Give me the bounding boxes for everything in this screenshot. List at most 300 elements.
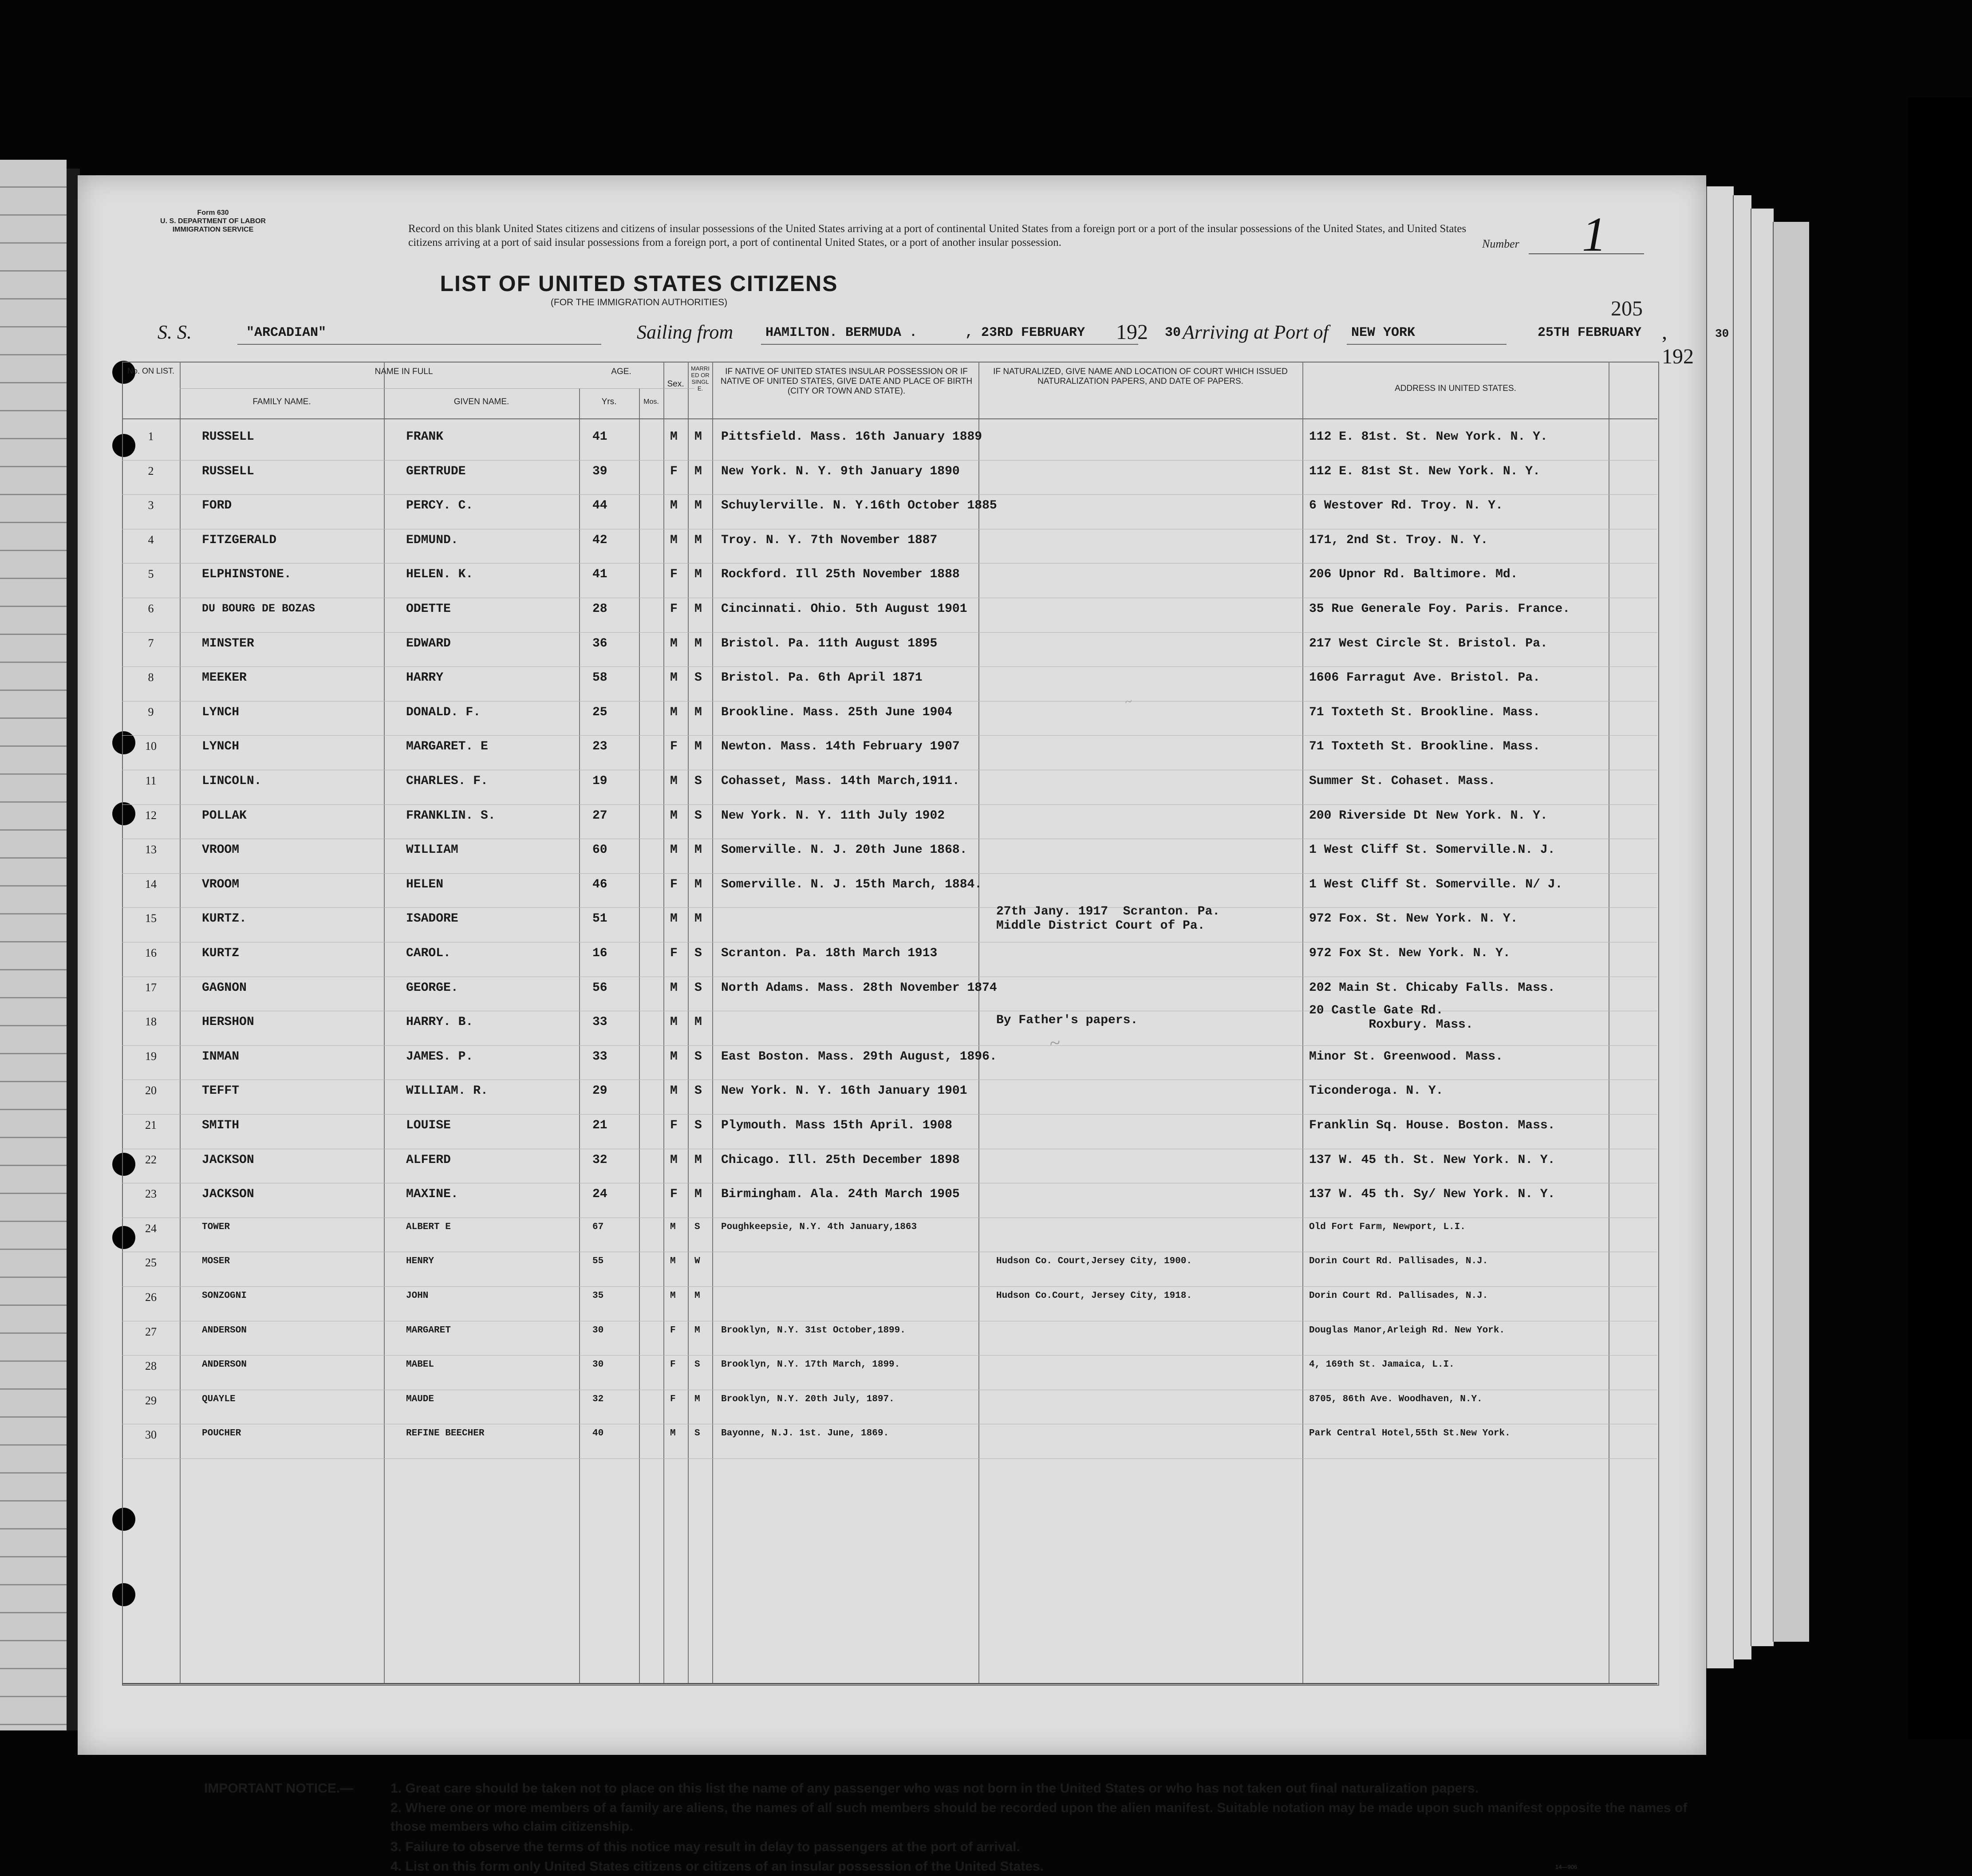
row-number: 21 xyxy=(145,1119,157,1131)
page-edge xyxy=(1751,209,1774,1646)
sailing-year: 30 xyxy=(1165,325,1181,340)
age-years: 44 xyxy=(592,499,607,513)
family-name: DU BOURG DE BOZAS xyxy=(202,602,316,615)
record-instructions: Record on this blank United States citizens and citizens of insular possessions of the United States arriving at a port of continental United States from a foreign port or a port of the insular possessions of the United States, and United States citizens arriving at a port of said insular possessions from a foreign port, a port of continental United States, or a port of another insular possession. xyxy=(408,223,1467,248)
naturalization: By Father's papers. xyxy=(996,1013,1138,1028)
age-years: 41 xyxy=(592,430,607,444)
given-name: DONALD. F. xyxy=(406,705,481,719)
given-name: EDMUND. xyxy=(406,533,458,547)
given-name: GERTRUDE xyxy=(406,464,466,478)
given-name: MARGARET. E xyxy=(406,740,488,754)
sex: M xyxy=(670,499,678,513)
age-years: 33 xyxy=(592,1015,607,1029)
given-name: MAUDE xyxy=(406,1394,434,1404)
row-number: 8 xyxy=(148,671,154,684)
col-header-name: NAME IN FULL xyxy=(375,367,433,376)
marital-status: M xyxy=(694,499,702,513)
family-name: QUAYLE xyxy=(202,1394,236,1404)
family-name: LYNCH xyxy=(202,705,240,719)
row-number: 27 xyxy=(145,1325,157,1338)
naturalization: 27th Jany. 1917 Scranton. Pa. Middle District Court of Pa. xyxy=(996,905,1220,933)
us-address: 202 Main St. Chicaby Falls. Mass. xyxy=(1309,981,1555,995)
birth-place-date: New York. N. Y. 11th July 1902 xyxy=(721,808,945,823)
row-number: 9 xyxy=(148,705,154,718)
sex: M xyxy=(670,430,678,444)
birth-place-date: Cincinnati. Ohio. 5th August 1901 xyxy=(721,602,967,616)
age-years: 36 xyxy=(592,636,607,650)
family-name: SONZOGNI xyxy=(202,1291,247,1301)
marital-status: S xyxy=(694,1049,702,1064)
age-years: 33 xyxy=(592,1049,607,1064)
sex: M xyxy=(670,1153,678,1167)
us-address: 71 Toxteth St. Brookline. Mass. xyxy=(1309,705,1540,719)
table-row xyxy=(122,1219,1657,1253)
list-number-value: 1 xyxy=(1582,207,1606,261)
family-name: RUSSELL xyxy=(202,430,254,444)
birth-place-date: Newton. Mass. 14th February 1907 xyxy=(721,740,960,754)
birth-place-date: Schuylerville. N. Y.16th October 1885 xyxy=(721,499,997,513)
table-row xyxy=(122,1004,1657,1047)
sex: F xyxy=(670,568,678,582)
table-bottom-rule xyxy=(122,1683,1657,1684)
age-years: 28 xyxy=(592,602,607,616)
age-years: 51 xyxy=(592,912,607,926)
family-name: MEEKER xyxy=(202,671,247,685)
row-number: 14 xyxy=(145,877,157,891)
sex: F xyxy=(670,1360,676,1370)
sex: M xyxy=(670,981,678,995)
birth-place-date: Poughkeepsie, N.Y. 4th January,1863 xyxy=(721,1222,917,1232)
pencil-mark: ~ xyxy=(1048,1031,1062,1055)
given-name: HARRY. B. xyxy=(406,1015,473,1029)
sailing-label: Sailing from xyxy=(637,321,734,343)
arrival-port: NEW YORK xyxy=(1351,325,1416,340)
sex: M xyxy=(670,808,678,823)
voyage-line xyxy=(158,320,1729,368)
arriving-label: Arriving at Port of xyxy=(1183,321,1329,343)
birth-place-date: Somerville. N. J. 20th June 1868. xyxy=(721,843,967,857)
marital-status: S xyxy=(694,946,702,960)
sex: F xyxy=(670,1119,678,1132)
given-name: MABEL xyxy=(406,1360,434,1370)
age-years: 46 xyxy=(592,877,607,891)
row-number: 25 xyxy=(145,1256,157,1269)
marital-status: M xyxy=(694,740,702,754)
table-row xyxy=(122,634,1657,668)
col-header-sex: Sex. xyxy=(667,379,684,389)
age-years: 58 xyxy=(592,671,607,685)
arrival-year-prefix: , 192 xyxy=(1662,320,1694,368)
col-header-no: No. ON LIST. xyxy=(127,367,175,375)
sex: F xyxy=(670,602,678,616)
marital-status: S xyxy=(694,981,702,995)
us-address: Douglas Manor,Arleigh Rd. New York. xyxy=(1309,1325,1505,1336)
sex: M xyxy=(670,671,678,685)
sex: F xyxy=(670,1325,676,1336)
birth-place-date: East Boston. Mass. 29th August, 1896. xyxy=(721,1049,997,1064)
table-row xyxy=(122,1323,1657,1357)
page-edge xyxy=(1773,222,1809,1642)
marital-status: M xyxy=(694,705,702,719)
birth-place-date: Pittsfield. Mass. 16th January 1889 xyxy=(721,430,982,444)
age-years: 24 xyxy=(592,1187,607,1202)
birth-place-date: Brooklyn, N.Y. 20th July, 1897. xyxy=(721,1394,895,1404)
age-years: 29 xyxy=(592,1084,607,1098)
table-row xyxy=(122,599,1657,634)
family-name: KURTZ. xyxy=(202,912,247,926)
sex: F xyxy=(670,1394,676,1404)
header-rule xyxy=(122,418,1657,419)
table-row xyxy=(122,427,1657,461)
row-rule xyxy=(122,1114,1657,1115)
marital-status: S xyxy=(694,1360,700,1370)
birth-place-date: Cohasset, Mass. 14th March,1911. xyxy=(721,774,960,788)
row-number: 13 xyxy=(145,843,157,856)
adjacent-page-strip xyxy=(0,160,67,1730)
family-name: TEFFT xyxy=(202,1084,240,1098)
table-row xyxy=(122,496,1657,530)
us-address: 1 West Cliff St. Somerville. N/ J. xyxy=(1309,877,1563,891)
table-row xyxy=(122,565,1657,599)
given-name: WILLIAM. R. xyxy=(406,1084,488,1098)
row-rule xyxy=(122,1458,1657,1459)
given-name: HENRY xyxy=(406,1256,434,1267)
row-number: 19 xyxy=(145,1049,157,1063)
sailing-year-prefix: 192 xyxy=(1116,320,1148,344)
us-address: 206 Upnor Rd. Baltimore. Md. xyxy=(1309,568,1518,582)
family-name: FITZGERALD xyxy=(202,533,277,547)
naturalization: Hudson Co. Court,Jersey City, 1900. xyxy=(996,1256,1192,1267)
birth-place-date: Birmingham. Ala. 24th March 1905 xyxy=(721,1187,960,1202)
birth-place-date: New York. N. Y. 9th January 1890 xyxy=(721,464,960,478)
birth-place-date: Bristol. Pa. 11th August 1895 xyxy=(721,636,938,650)
sex: M xyxy=(670,774,678,788)
us-address: Dorin Court Rd. Pallisades, N.J. xyxy=(1309,1256,1488,1267)
marital-status: S xyxy=(694,1428,700,1439)
given-name: MAXINE. xyxy=(406,1187,458,1202)
family-name: LINCOLN. xyxy=(202,774,262,788)
row-number: 28 xyxy=(145,1360,157,1373)
given-name: ISADORE xyxy=(406,912,458,926)
birth-place-date: Rockford. Ill 25th November 1888 xyxy=(721,568,960,582)
us-address: 137 W. 45 th. Sy/ New York. N. Y. xyxy=(1309,1187,1555,1202)
table-row xyxy=(122,1047,1657,1081)
row-rule xyxy=(122,563,1657,564)
table-row xyxy=(122,1426,1657,1460)
row-rule xyxy=(122,907,1657,908)
table-row xyxy=(122,1081,1657,1115)
row-number: 22 xyxy=(145,1153,157,1166)
given-name: ODETTE xyxy=(406,602,451,616)
col-header-address: ADDRESS IN UNITED STATES. xyxy=(1395,384,1516,393)
sex: M xyxy=(670,705,678,719)
age-years: 56 xyxy=(592,981,607,995)
table-row xyxy=(122,737,1657,771)
pencil-mark: ~ xyxy=(1123,694,1134,710)
given-name: MARGARET xyxy=(406,1325,451,1336)
family-name: MINSTER xyxy=(202,636,254,650)
table-row xyxy=(122,531,1657,565)
col-header-age: AGE. xyxy=(611,367,631,376)
marital-status: M xyxy=(694,1325,700,1336)
age-years: 35 xyxy=(592,1291,604,1301)
row-number: 23 xyxy=(145,1187,157,1201)
table-row xyxy=(122,840,1657,875)
given-name: HELEN xyxy=(406,877,444,891)
age-years: 32 xyxy=(592,1153,607,1167)
form-footer-code: 14—906 xyxy=(1555,1864,1578,1870)
us-address: 972 Fox. St. New York. N. Y. xyxy=(1309,912,1518,926)
sex: M xyxy=(670,533,678,547)
given-name: WILLIAM xyxy=(406,843,458,857)
table-row xyxy=(122,1116,1657,1150)
row-number: 3 xyxy=(148,499,154,512)
sex: M xyxy=(670,636,678,650)
given-name: JAMES. P. xyxy=(406,1049,473,1064)
form-identifier xyxy=(142,209,284,234)
family-name: ANDERSON xyxy=(202,1325,247,1336)
sex: M xyxy=(670,1015,678,1029)
row-rule xyxy=(122,1045,1657,1046)
sex: F xyxy=(670,946,678,960)
row-number: 24 xyxy=(145,1222,157,1235)
arrival-underline xyxy=(1347,344,1507,345)
us-address: 4, 169th St. Jamaica, L.I. xyxy=(1309,1360,1455,1370)
us-address: 6 Westover Rd. Troy. N. Y. xyxy=(1309,499,1503,513)
family-name: RUSSELL xyxy=(202,464,254,478)
table-row xyxy=(122,944,1657,978)
col-header-given: GIVEN NAME. xyxy=(454,397,509,406)
table-row xyxy=(122,1253,1657,1288)
row-number: 16 xyxy=(145,946,157,959)
us-address: 1606 Farragut Ave. Bristol. Pa. xyxy=(1309,671,1540,685)
table-row xyxy=(122,905,1657,943)
age-years: 25 xyxy=(592,705,607,719)
marital-status: M xyxy=(694,430,702,444)
given-name: HELEN. K. xyxy=(406,568,473,582)
given-name: GEORGE. xyxy=(406,981,458,995)
us-address: 71 Toxteth St. Brookline. Mass. xyxy=(1309,740,1540,754)
row-number: 26 xyxy=(145,1291,157,1304)
family-name: VROOM xyxy=(202,843,240,857)
sex: F xyxy=(670,1187,678,1202)
service-name: IMMIGRATION SERVICE xyxy=(172,226,254,233)
marital-status: M xyxy=(694,1187,702,1202)
us-address: 171, 2nd St. Troy. N. Y. xyxy=(1309,533,1488,547)
header-subrule xyxy=(180,388,694,389)
row-number: 2 xyxy=(148,464,154,477)
row-number: 6 xyxy=(148,602,154,615)
age-years: 42 xyxy=(592,533,607,547)
family-name: KURTZ xyxy=(202,946,240,960)
us-address: Park Central Hotel,55th St.New York. xyxy=(1309,1428,1511,1439)
department-name: U. S. DEPARTMENT OF LABOR xyxy=(160,217,266,225)
marital-status: S xyxy=(694,671,702,685)
family-name: TOWER xyxy=(202,1222,230,1232)
given-name: CAROL. xyxy=(406,946,451,960)
page-edge xyxy=(1733,195,1751,1659)
us-address: Minor St. Greenwood. Mass. xyxy=(1309,1049,1503,1064)
row-number: 20 xyxy=(145,1084,157,1097)
form-number: Form 630 xyxy=(197,209,229,217)
ship-underline xyxy=(237,344,601,345)
sex: M xyxy=(670,1256,676,1267)
sailing-date: , 23RD FEBRUARY xyxy=(965,325,1085,340)
scan-background xyxy=(1908,98,1972,1739)
us-address: Dorin Court Rd. Pallisades, N.J. xyxy=(1309,1291,1488,1301)
birth-place-date: Brooklyn, N.Y. 31st October,1899. xyxy=(721,1325,906,1336)
marital-status: M xyxy=(694,843,702,857)
birth-place-date: Brooklyn, N.Y. 17th March, 1899. xyxy=(721,1360,900,1370)
birth-place-date: Plymouth. Mass 15th April. 1908 xyxy=(721,1119,952,1132)
age-years: 67 xyxy=(592,1222,604,1232)
row-number: 29 xyxy=(145,1394,157,1407)
age-years: 30 xyxy=(592,1325,604,1336)
age-years: 16 xyxy=(592,946,607,960)
table-row xyxy=(122,1391,1657,1426)
birth-place-date: Chicago. Ill. 25th December 1898 xyxy=(721,1153,960,1167)
notice-item-4: 4. List on this form only United States citizens or citizens of an insular possession of the United States. xyxy=(390,1859,1044,1874)
notice-item-3: 3. Failure to observe the terms of this notice may result in delay to passengers at the port of arrival. xyxy=(390,1840,1020,1854)
us-address: Ticonderoga. N. Y. xyxy=(1309,1084,1444,1098)
birth-place-date: Bristol. Pa. 6th April 1871 xyxy=(721,671,923,685)
row-rule xyxy=(122,1286,1657,1287)
col-header-mos: Mos. xyxy=(643,398,659,406)
family-name: HERSHON xyxy=(202,1015,254,1029)
marital-status: M xyxy=(694,636,702,650)
table-row xyxy=(122,772,1657,806)
table-row xyxy=(122,462,1657,496)
row-number: 1 xyxy=(148,430,154,443)
given-name: REFINE BEECHER xyxy=(406,1428,485,1439)
us-address: 35 Rue Generale Foy. Paris. France. xyxy=(1309,602,1570,616)
age-years: 21 xyxy=(592,1119,607,1132)
row-number: 18 xyxy=(145,1015,157,1029)
notice-item-2: 2. Where one or more members of a family are aliens, the names of all such members should be recorded upon the alien manifest. Suitable notation may be made upon such manifest opposite the names of those members who claim citizenship. xyxy=(390,1801,1688,1834)
row-number: 10 xyxy=(145,740,157,753)
us-address: 972 Fox St. New York. N. Y. xyxy=(1309,946,1511,960)
sex: M xyxy=(670,843,678,857)
marital-status: M xyxy=(694,877,702,891)
birth-place-date: North Adams. Mass. 28th November 1874 xyxy=(721,981,997,995)
marital-status: S xyxy=(694,774,702,788)
table-row xyxy=(122,1357,1657,1391)
us-address: 112 E. 81st St. New York. N. Y. xyxy=(1309,464,1540,478)
age-years: 55 xyxy=(592,1256,604,1267)
birth-place-date: Troy. N. Y. 7th November 1887 xyxy=(721,533,938,547)
table-row xyxy=(122,806,1657,840)
birth-place-date: Bayonne, N.J. 1st. June, 1869. xyxy=(721,1428,889,1439)
marital-status: S xyxy=(694,1119,702,1132)
col-header-yrs: Yrs. xyxy=(601,397,617,406)
birth-place-date: Somerville. N. J. 15th March, 1884. xyxy=(721,877,982,891)
given-name: JOHN xyxy=(406,1291,429,1301)
given-name: PERCY. C. xyxy=(406,499,473,513)
marital-status: S xyxy=(694,1222,700,1232)
page-title: LIST OF UNITED STATES CITIZENS xyxy=(440,271,838,296)
table-row xyxy=(122,1151,1657,1185)
sex: M xyxy=(670,1084,678,1098)
family-name: FORD xyxy=(202,499,232,513)
us-address: 20 Castle Gate Rd. Roxbury. Mass. xyxy=(1309,1004,1473,1032)
age-years: 32 xyxy=(592,1394,604,1404)
col-header-married: MARRIED OR SINGLE. xyxy=(691,365,710,392)
sex: M xyxy=(670,1222,676,1232)
number-label: Number xyxy=(1482,237,1519,250)
family-name: JACKSON xyxy=(202,1187,254,1202)
given-name: ALBERT E xyxy=(406,1222,451,1232)
birth-place-date: Brookline. Mass. 25th June 1904 xyxy=(721,705,952,719)
row-number: 15 xyxy=(145,912,157,925)
marital-status: M xyxy=(694,1394,700,1404)
row-number: 11 xyxy=(145,774,157,787)
marital-status: S xyxy=(694,808,702,823)
ship-name: "ARCADIAN" xyxy=(246,325,327,340)
age-years: 19 xyxy=(592,774,607,788)
family-name: ANDERSON xyxy=(202,1360,247,1370)
us-address: 1 West Cliff St. Somerville.N. J. xyxy=(1309,843,1555,857)
us-address: 217 West Circle St. Bristol. Pa. xyxy=(1309,636,1548,650)
row-rule xyxy=(122,873,1657,874)
arrival-date: 25TH FEBRUARY xyxy=(1538,325,1642,340)
marital-status: M xyxy=(694,1291,700,1301)
us-address: 112 E. 81st. St. New York. N. Y. xyxy=(1309,430,1548,444)
family-name: INMAN xyxy=(202,1049,240,1064)
us-address: 137 W. 45 th. St. New York. N. Y. xyxy=(1309,1153,1555,1167)
sex: M xyxy=(670,1291,676,1301)
marital-status: M xyxy=(694,1015,702,1029)
marital-status: M xyxy=(694,602,702,616)
row-rule xyxy=(122,804,1657,805)
row-rule xyxy=(122,1355,1657,1356)
given-name: EDWARD xyxy=(406,636,451,650)
table-row xyxy=(122,668,1657,702)
family-name: JACKSON xyxy=(202,1153,254,1167)
row-rule xyxy=(122,494,1657,495)
age-years: 41 xyxy=(592,568,607,582)
naturalization: Hudson Co.Court, Jersey City, 1918. xyxy=(996,1291,1192,1301)
sex: M xyxy=(670,1428,676,1439)
given-name: LOUISE xyxy=(406,1119,451,1132)
notice-item-1: 1. Great care should be taken not to place on this list the name of any passenger who was not born in the United States or who has not taken out final naturalization papers. xyxy=(390,1781,1479,1796)
us-address: 8705, 86th Ave. Woodhaven, N.Y. xyxy=(1309,1394,1483,1404)
page-subtitle: (FOR THE IMMIGRATION AUTHORITIES) xyxy=(550,297,728,307)
us-address: Old Fort Farm, Newport, L.I. xyxy=(1309,1222,1466,1232)
given-name: HARRY xyxy=(406,671,444,685)
notice-lead: IMPORTANT NOTICE.— xyxy=(204,1781,354,1796)
row-number: 30 xyxy=(145,1428,157,1442)
family-name: GAGNON xyxy=(202,981,247,995)
stamped-page-number: 205 xyxy=(1611,297,1643,320)
given-name: FRANK xyxy=(406,430,444,444)
given-name: CHARLES. F. xyxy=(406,774,488,788)
family-name: SMITH xyxy=(202,1119,240,1132)
us-address: Franklin Sq. House. Boston. Mass. xyxy=(1309,1119,1555,1132)
sex: M xyxy=(670,1049,678,1064)
family-name: POUCHER xyxy=(202,1428,241,1439)
table-row xyxy=(122,1288,1657,1322)
row-rule xyxy=(122,701,1657,702)
age-years: 23 xyxy=(592,740,607,754)
sex: F xyxy=(670,740,678,754)
col-header-birth: IF NATIVE OF UNITED STATES INSULAR POSSESSION OR IF NATIVE OF UNITED STATES, GIVE DATE AND PLACE OF BIRTH (CITY OR TOWN AND STATE). xyxy=(720,367,973,396)
age-years: 27 xyxy=(592,808,607,823)
row-number: 12 xyxy=(145,808,157,822)
given-name: FRANKLIN. S. xyxy=(406,808,496,823)
birth-place-date: New York. N. Y. 16th January 1901 xyxy=(721,1084,967,1098)
col-header-naturalized: IF NATURALIZED, GIVE NAME AND LOCATION OF COURT WHICH ISSUED NATURALIZATION PAPERS, AND DATE OF PAPERS. xyxy=(993,367,1288,386)
sex: F xyxy=(670,464,678,478)
